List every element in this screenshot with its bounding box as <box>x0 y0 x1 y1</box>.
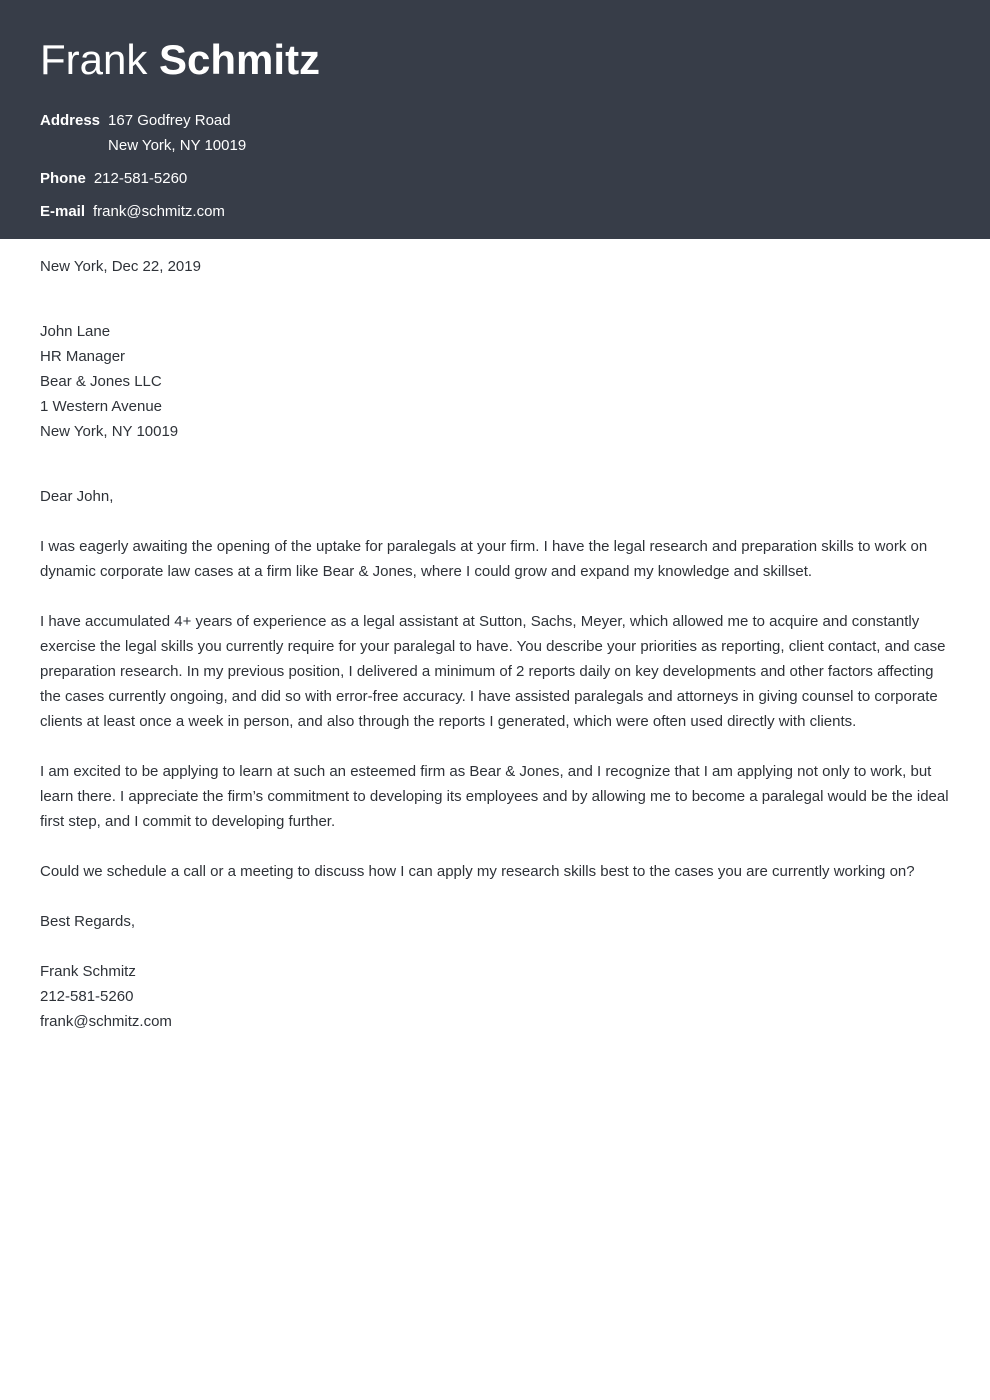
recipient-street: 1 Western Avenue <box>40 398 163 415</box>
letter-date: New York, Dec 22, 2019 <box>40 258 201 275</box>
address-line-1: 167 Godfrey Road <box>108 112 231 129</box>
address-value <box>108 108 246 158</box>
paragraph-experience: I have accumulated 4+ years of experience as a legal assistant at Sutton, Sachs, Meyer, which allowed me to acquire and constantly exercise the legal skills you currently require for your paralegal to have. You describe your priorities as reporting, client contact, and case preparation research. In my previous position, I delivered a minimum of 2 reports daily on key developments and other factors affecting the cases currently ongoing, and did so with error-free accuracy. I have assisted paralegals and attorneys in giving counsel to corporate clients at least once a week in person, and also through the reports I generated, which were often used directly with clients. <box>40 613 946 730</box>
recipient-company: Bear & Jones LLC <box>40 373 162 390</box>
email-row <box>40 199 950 224</box>
applicant-name <box>40 36 950 84</box>
signature-name: Frank Schmitz <box>40 963 136 980</box>
phone-row <box>40 166 950 191</box>
recipient-block <box>40 319 950 444</box>
address-row <box>40 108 950 158</box>
signature-phone: 212-581-5260 <box>40 988 134 1005</box>
signature-block <box>40 959 950 1034</box>
last-name: Schmitz <box>159 36 321 83</box>
first-name: Frank <box>40 36 148 83</box>
email-value: frank@schmitz.com <box>93 203 225 220</box>
phone-label: Phone <box>40 170 86 187</box>
header <box>0 0 990 239</box>
address-label: Address <box>40 112 101 129</box>
phone-value: 212-581-5260 <box>93 170 188 187</box>
closing: Best Regards, <box>40 913 136 930</box>
paragraph-motivation: I am excited to be applying to learn at such an esteemed firm as Bear & Jones, and I recognize that I am applying not only to work, but learn there. I appreciate the firm’s commitment to developing its employees and by allowing me to become a paralegal would be the ideal first step, and I commit to developing further. <box>40 763 949 830</box>
recipient-city: New York, NY 10019 <box>40 423 179 440</box>
recipient-name: John Lane <box>40 323 111 340</box>
paragraph-call-to-action: Could we schedule a call or a meeting to discuss how I can apply my research skills best to the cases you are currently working on? <box>40 863 915 880</box>
contact-info <box>40 108 950 224</box>
paragraph-intro: I was eagerly awaiting the opening of the uptake for paralegals at your firm. I have the legal research and preparation skills to work on dynamic corporate law cases at a firm like Bear & Jones, where I could grow and expand my knowledge and skillset. <box>40 538 928 580</box>
email-label: E-mail <box>40 203 86 220</box>
signature-email: frank@schmitz.com <box>40 1013 172 1030</box>
address-line-2: New York, NY 10019 <box>108 137 247 154</box>
recipient-title: HR Manager <box>40 348 126 365</box>
salutation: Dear John, <box>40 488 114 505</box>
letter-body <box>0 239 990 1034</box>
